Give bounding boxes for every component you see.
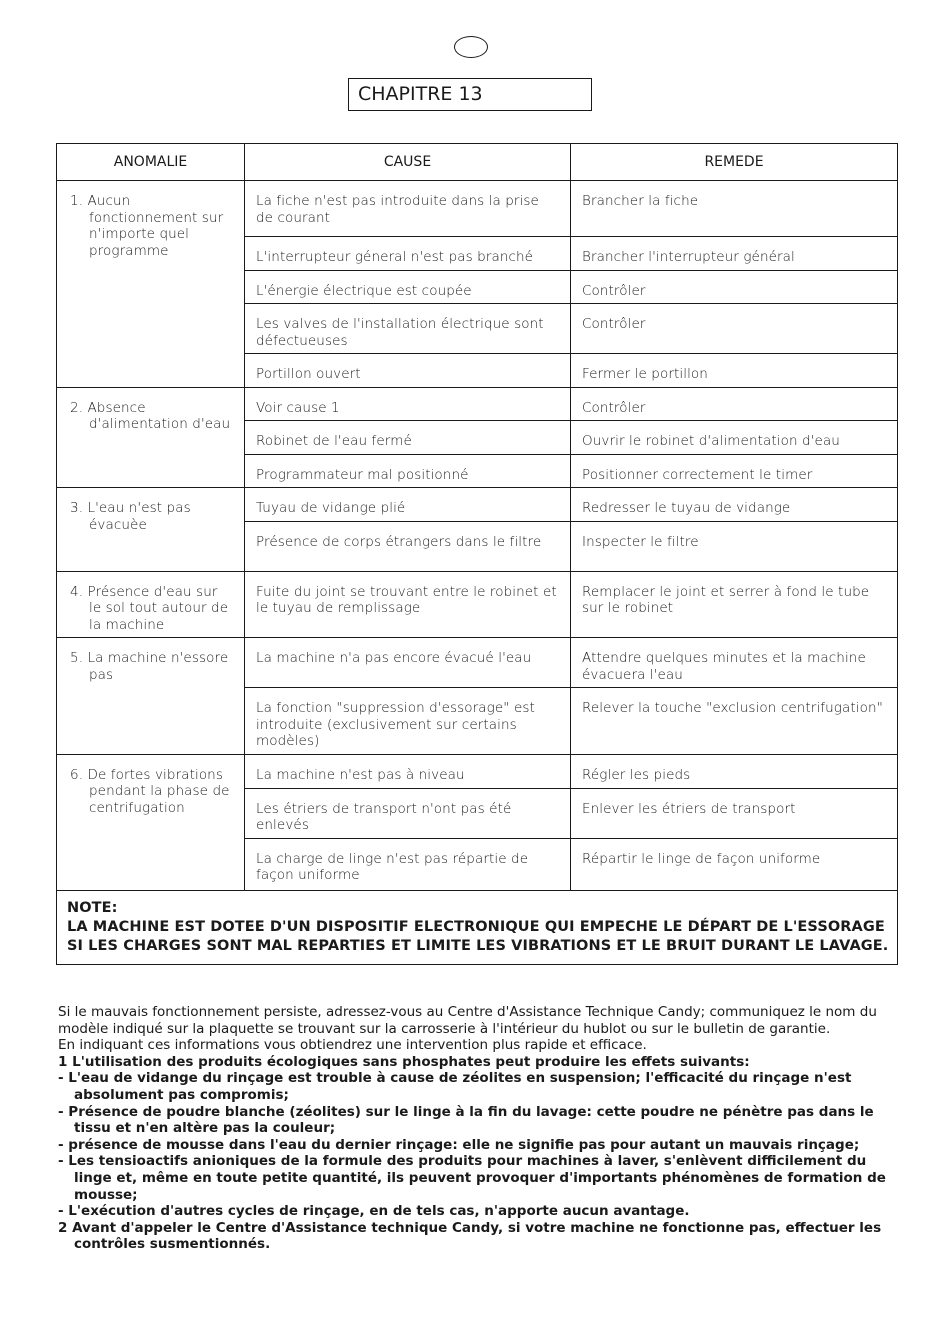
anomaly-cell: 4. Présence d'eau sur le sol tout autour de la machine bbox=[57, 571, 245, 638]
table-row bbox=[57, 181, 898, 237]
remedy-cell: Contrôler bbox=[571, 304, 898, 354]
language-badge bbox=[454, 36, 488, 58]
remedy-cell: Fermer le portillon bbox=[571, 354, 898, 388]
footer-bullet: - présence de mousse dans l'eau du dernier rinçage: elle ne signifie pas pour autant un mauvais rinçage; bbox=[58, 1136, 860, 1153]
cause-cell: Fuite du joint se trouvant entre le robinet et le tuyau de remplissage bbox=[245, 571, 571, 638]
column-header-anomaly: ANOMALIE bbox=[57, 144, 245, 181]
table-row bbox=[57, 387, 898, 421]
chapter-title: CHAPITRE 13 bbox=[348, 78, 592, 111]
remedy-cell: Brancher l'interrupteur général bbox=[571, 237, 898, 271]
cause-cell: La fonction "suppression d'essorage" est introduite (exclusivement sur certains modèles) bbox=[245, 688, 571, 755]
cause-cell: Tuyau de vidange plié bbox=[245, 488, 571, 522]
remedy-cell: Relever la touche "exclusion centrifugation" bbox=[571, 688, 898, 755]
remedy-cell: Positionner correctement le timer bbox=[571, 454, 898, 488]
table-row bbox=[57, 488, 898, 522]
note-title: NOTE: bbox=[67, 899, 118, 916]
remedy-cell: Inspecter le filtre bbox=[571, 521, 898, 571]
cause-cell: Les valves de l'installation électrique sont défectueuses bbox=[245, 304, 571, 354]
cause-cell: Présence de corps étrangers dans le filtre bbox=[245, 521, 571, 571]
table-row bbox=[57, 571, 898, 638]
footer-intro-2: En indiquant ces informations vous obtiendrez une intervention plus rapide et efficace. bbox=[58, 1037, 647, 1054]
cause-cell: La machine n'est pas à niveau bbox=[245, 754, 571, 788]
cause-cell: La fiche n'est pas introduite dans la prise de courant bbox=[245, 181, 571, 237]
cause-cell: Programmateur mal positionné bbox=[245, 454, 571, 488]
cause-cell: Les étriers de transport n'ont pas été enlevés bbox=[245, 788, 571, 838]
cause-cell: Robinet de l'eau fermé bbox=[245, 421, 571, 455]
remedy-cell: Répartir le linge de façon uniforme bbox=[571, 838, 898, 890]
table-row bbox=[57, 638, 898, 688]
anomaly-cell: 5. La machine n'essore pas bbox=[57, 638, 245, 755]
note-text: LA MACHINE EST DOTEE D'UN DISPOSITIF ELECTRONIQUE QUI EMPECHE LE DÉPART DE L'ESSORAGE SI LES CHARGES SONT MAL REPARTIES ET LIMITE LES VIBRATIONS ET LE BRUIT DURANT LE LAVAGE. bbox=[67, 918, 889, 954]
cause-cell: La machine n'a pas encore évacué l'eau bbox=[245, 638, 571, 688]
remedy-cell: Contrôler bbox=[571, 387, 898, 421]
column-header-remedy: REMEDE bbox=[571, 144, 898, 181]
remedy-cell: Régler les pieds bbox=[571, 754, 898, 788]
remedy-cell: Enlever les étriers de transport bbox=[571, 788, 898, 838]
footer-text bbox=[58, 1004, 888, 1253]
footer-bullet: - Présence de poudre blanche (zéolites) sur le linge à la fin du lavage: cette poudre ne pénètre pas dans le tissu et n'en altère pas la couleur; bbox=[58, 1103, 874, 1137]
remedy-cell: Redresser le tuyau de vidange bbox=[571, 488, 898, 522]
column-header-cause: CAUSE bbox=[245, 144, 571, 181]
troubleshooting-table bbox=[56, 143, 898, 965]
anomaly-cell: 3. L'eau n'est pas évacuèe bbox=[57, 488, 245, 572]
remedy-cell: Remplacer le joint et serrer à fond le tube sur le robinet bbox=[571, 571, 898, 638]
remedy-cell: Brancher la fiche bbox=[571, 181, 898, 237]
cause-cell: La charge de linge n'est pas répartie de façon uniforme bbox=[245, 838, 571, 890]
anomaly-cell: 2. Absence d'alimentation d'eau bbox=[57, 387, 245, 488]
note-cell bbox=[57, 890, 898, 964]
footer-bullet: - L'exécution d'autres cycles de rinçage, en de tels cas, n'apporte aucun avantage. bbox=[58, 1203, 690, 1220]
cause-cell: Voir cause 1 bbox=[245, 387, 571, 421]
cause-cell: L'énergie électrique est coupée bbox=[245, 270, 571, 304]
footer-bullet: - L'eau de vidange du rinçage est trouble à cause de zéolites en suspension; l'efficacité du rinçage n'est absolument pas compromis; bbox=[58, 1070, 852, 1103]
anomaly-cell: 1. Aucun fonctionnement sur n'importe quel programme bbox=[57, 181, 245, 388]
cause-cell: Portillon ouvert bbox=[245, 354, 571, 388]
table-header-row bbox=[57, 144, 898, 181]
note-row bbox=[57, 890, 898, 964]
anomaly-cell: 6. De fortes vibrations pendant la phase de centrifugation bbox=[57, 754, 245, 890]
footer-point-1: 1 L'utilisation des produits écologiques sans phosphates peut produire les effets suivants: bbox=[58, 1053, 750, 1070]
cause-cell: L'interrupteur géneral n'est pas branché bbox=[245, 237, 571, 271]
remedy-cell: Attendre quelques minutes et la machine évacuera l'eau bbox=[571, 638, 898, 688]
footer-point-2: 2 Avant d'appeler le Centre d'Assistance technique Candy, si votre machine ne fonctionne pas, effectuer les contrôles susmentionnés. bbox=[58, 1219, 882, 1253]
footer-bullet: - Les tensioactifs anioniques de la formule des produits pour machines à laver, s'enlèvent difficilement du linge et, même en toute petite quantité, ils peuvent provoquer d'importants phénomènes de formation de mousse; bbox=[58, 1153, 886, 1203]
remedy-cell: Contrôler bbox=[571, 270, 898, 304]
footer-intro: Si le mauvais fonctionnement persiste, adressez-vous au Centre d'Assistance Technique Candy; communiquez le nom du modèle indiqué sur la plaquette se trouvant sur la carrosserie à l'intérieur du hublot ou sur le bulletin de garantie. bbox=[58, 1004, 877, 1037]
remedy-cell: Ouvrir le robinet d'alimentation d'eau bbox=[571, 421, 898, 455]
table-row bbox=[57, 754, 898, 788]
